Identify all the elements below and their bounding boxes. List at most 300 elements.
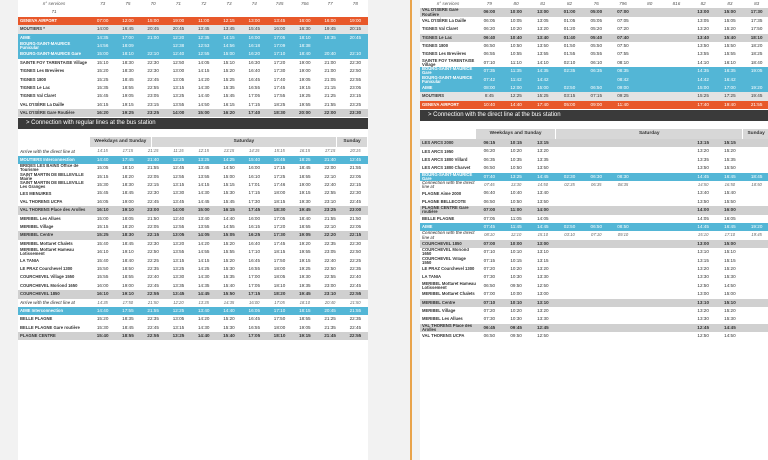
time-cell: 13:00 — [537, 291, 549, 297]
time-cell — [583, 198, 610, 206]
time-cell: 18:55 — [122, 274, 134, 280]
time-cell: 22:55 — [349, 76, 362, 82]
time-cell — [663, 324, 690, 332]
stop-name: Arrive with the direct line at — [20, 299, 75, 305]
time-cell: 17:15 — [324, 148, 336, 154]
time-cell: 15:20 — [223, 257, 235, 263]
time-cell: 07:50 — [617, 42, 629, 48]
time-cell: 19:20 — [743, 84, 768, 92]
time-cell: 17:10 — [248, 249, 261, 255]
time-cell: 14:50 — [697, 182, 709, 188]
time-cell: 14:56 — [90, 42, 115, 50]
time-cell: 15:30 — [96, 182, 109, 188]
time-cell: 18:45 — [299, 165, 311, 171]
time-cell: 15:40 — [223, 282, 235, 288]
time-cell — [743, 257, 768, 265]
time-cell — [556, 332, 583, 340]
time-cell: 18:09 — [115, 42, 140, 50]
time-cell: 14:30 — [197, 324, 210, 330]
time-cell: 14:30 — [197, 190, 210, 196]
time-cell: 06:50 — [483, 282, 496, 288]
time-cell: 17:50 — [273, 257, 286, 263]
time-cell: 17:10 — [267, 50, 292, 58]
time-cell: 15:10 — [717, 299, 744, 307]
time-cell: 18:20 — [122, 173, 134, 179]
stop-name: LE PRAZ Courchevel 1300 — [422, 266, 475, 272]
header-weekdays: Weekdays and Sunday — [90, 137, 152, 147]
time-cell — [556, 290, 583, 298]
time-cell — [610, 315, 637, 323]
time-cell: 05:50 — [590, 42, 603, 48]
time-cell: 13:15 — [690, 139, 717, 147]
time-cell — [556, 164, 583, 172]
time-cell: 15:35 — [96, 84, 109, 90]
time-cell: 21:00 — [324, 68, 336, 74]
stop-name: COURCHEVEL Moriond 1650 — [20, 282, 78, 288]
time-cell: 14:35 — [90, 34, 115, 42]
time-cell: 10:55 — [510, 51, 522, 57]
time-cell — [743, 248, 768, 256]
service-number: 816 — [672, 1, 681, 6]
time-cell: 16:45 — [717, 173, 744, 181]
time-cell — [743, 215, 768, 223]
time-cell — [663, 265, 690, 273]
time-cell: 20:45 — [141, 25, 166, 33]
time-cell: 22:50 — [349, 249, 362, 255]
time-cell: 16:00 — [717, 206, 744, 214]
time-cell: 12:25 — [166, 307, 191, 315]
time-cell: 15:40 — [717, 34, 744, 42]
time-cell — [583, 257, 610, 265]
stop-name: BELLE PLAGNE — [20, 316, 53, 322]
time-cell: 09:50 — [510, 282, 522, 288]
stop-name: MERIBEL Mottaret Chalets — [422, 291, 475, 297]
time-cell: 13:25 — [503, 173, 530, 181]
time-cell: 16:45 — [248, 76, 261, 82]
time-cell: 18:55 — [299, 316, 311, 322]
time-cell — [583, 332, 610, 340]
time-cell: 21:55 — [349, 165, 362, 171]
time-cell — [743, 273, 768, 281]
services-label: n° services — [42, 1, 66, 6]
time-cell: 21:40 — [141, 156, 166, 164]
time-cell: 19:00 — [299, 182, 311, 188]
time-cell: 22:55 — [343, 290, 368, 298]
time-cell: 15:25 — [690, 92, 717, 100]
time-cell: 21:55 — [324, 215, 336, 221]
time-cell — [663, 156, 690, 164]
time-cell: 19:15 — [292, 332, 317, 340]
time-cell — [743, 324, 768, 332]
time-cell — [636, 206, 663, 214]
time-cell — [663, 59, 690, 67]
time-cell: 18:55 — [299, 173, 311, 179]
time-cell: 18:35 — [317, 34, 342, 42]
time-cell: 17:05 — [267, 34, 292, 42]
time-cell: 21:55 — [324, 101, 336, 107]
stop-name: MERIBEL Les Allues — [422, 316, 463, 322]
time-cell — [636, 164, 663, 172]
time-cell — [636, 257, 663, 265]
time-cell: 22:05 — [147, 173, 159, 179]
time-cell: 13:20 — [537, 265, 549, 271]
time-cell: 12:00 — [115, 17, 140, 25]
time-cell: 17:00 — [115, 34, 140, 42]
time-cell: 19:00 — [122, 282, 134, 288]
time-cell: 16:05 — [96, 198, 109, 204]
time-cell: 07:42 — [476, 76, 503, 84]
time-cell: 13:00 — [172, 68, 185, 74]
time-cell: 14:20 — [197, 76, 210, 82]
time-cell: 13:15 — [529, 139, 556, 147]
time-cell — [556, 156, 583, 164]
time-cell: 17:30 — [273, 68, 286, 74]
time-cell: 15:20 — [223, 68, 235, 74]
time-cell: 16:10 — [90, 206, 115, 214]
time-cell: 13:20 — [537, 148, 549, 154]
time-cell: 13:30 — [537, 274, 549, 280]
time-cell: 13:15 — [697, 257, 709, 263]
time-cell: 17:25 — [273, 173, 286, 179]
time-cell: 14:05 — [197, 59, 210, 65]
header-saturday: Saturday — [556, 129, 743, 139]
time-cell: 14:50 — [724, 282, 736, 288]
time-cell — [743, 198, 768, 206]
time-cell — [556, 299, 583, 307]
header-saturday: Saturday — [152, 137, 337, 147]
stop-name: BOURG-SAINT-MAURICE Gare — [18, 50, 90, 58]
time-cell — [663, 173, 690, 181]
time-cell: 14:30 — [197, 84, 210, 90]
time-cell: 23:00 — [324, 282, 336, 288]
time-cell: 14:20 — [197, 316, 210, 322]
stop-name: MERIBEL Mottaret Hameau Lotissement — [422, 281, 476, 290]
time-cell: 22:00 — [317, 109, 342, 117]
time-cell — [583, 156, 610, 164]
time-cell: 17:05 — [242, 332, 267, 340]
time-cell: 08:30 — [610, 173, 637, 181]
time-cell: 13:45 — [191, 25, 216, 33]
time-cell: 01:50 — [563, 42, 576, 48]
time-cell: 21:50 — [349, 215, 362, 221]
stop-name: LE PRAZ Courchevel 1300 — [20, 266, 73, 272]
time-cell — [636, 282, 663, 290]
time-cell: 10:20 — [510, 26, 522, 32]
time-cell: 23:25 — [317, 206, 342, 214]
stop-name: AIME — [18, 34, 90, 42]
time-cell: 15:20 — [96, 316, 109, 322]
time-cell — [743, 299, 768, 307]
time-cell: 11:42 — [503, 76, 530, 84]
time-cell: 08:00 — [476, 84, 503, 92]
time-cell: 11:00 — [191, 17, 216, 25]
time-cell — [743, 332, 768, 340]
time-cell: 13:30 — [537, 316, 549, 322]
time-cell: 08:50 — [610, 223, 637, 231]
time-cell: 16:30 — [248, 59, 261, 65]
service-number: 80 — [647, 1, 653, 6]
time-cell: 21:55 — [141, 307, 166, 315]
time-cell: 15:55 — [223, 249, 235, 255]
time-cell: 14:40 — [90, 156, 115, 164]
service-number: 71 — [175, 1, 181, 6]
time-cell: 15:20 — [724, 148, 736, 154]
time-cell: 07:05 — [617, 17, 629, 23]
time-cell: 14:35 — [529, 67, 556, 75]
time-cell: 21:00 — [324, 59, 336, 65]
service-number: 82 — [700, 1, 706, 6]
time-cell: 13:25 — [172, 265, 185, 271]
time-cell: 10:40 — [503, 34, 530, 42]
time-cell: 15:15 — [223, 182, 235, 188]
stop-name: TIGNES Le Lac — [420, 34, 476, 42]
time-cell — [636, 189, 663, 197]
time-cell: 09:50 — [510, 333, 522, 339]
time-cell: 22:50 — [324, 265, 336, 271]
time-cell: 14:15 — [97, 148, 108, 154]
time-cell: 10:00 — [503, 240, 530, 248]
time-cell: 06:50 — [583, 223, 610, 231]
time-cell: 14:35 — [97, 299, 108, 305]
time-cell: 13:05 — [697, 17, 709, 23]
time-cell — [743, 164, 768, 172]
time-cell — [743, 139, 768, 147]
time-cell — [610, 248, 637, 256]
time-cell: 19:10 — [115, 206, 140, 214]
time-cell: 15:50 — [724, 198, 736, 204]
time-cell: 15:50 — [724, 165, 736, 171]
time-cell: 06:15 — [476, 139, 503, 147]
time-cell: 22:15 — [147, 182, 159, 188]
time-cell — [663, 223, 690, 231]
service-number: 75 — [125, 1, 131, 6]
time-cell: 10:35 — [510, 156, 522, 162]
time-cell: 19:55 — [299, 101, 311, 107]
time-cell: 15:00 — [690, 84, 717, 92]
time-cell: 22:35 — [147, 316, 159, 322]
time-cell: 16:50 — [724, 182, 736, 188]
time-cell — [583, 139, 610, 147]
stop-name: MERIBEL Les Allues — [20, 215, 61, 221]
time-cell: 12:50 — [172, 59, 185, 65]
time-cell: 10:15 — [510, 257, 522, 263]
time-cell: 15:10 — [724, 249, 736, 255]
time-cell: 21:55 — [147, 165, 159, 171]
time-cell: 12:35 — [191, 34, 216, 42]
time-cell: 23:05 — [147, 93, 159, 99]
time-cell: 15:55 — [96, 274, 109, 280]
time-cell: 19:25 — [115, 109, 140, 117]
time-cell: 16:40 — [248, 68, 261, 74]
time-cell: 23:15 — [147, 101, 159, 107]
time-cell: 13:00 — [529, 8, 556, 16]
time-cell: 13:10 — [697, 249, 709, 255]
time-cell: 22:10 — [324, 223, 336, 229]
time-cell: 14:42 — [690, 76, 717, 84]
time-cell: 17:09 — [267, 42, 292, 50]
time-cell: 14:35 — [223, 299, 235, 305]
service-number: 77 — [327, 1, 333, 6]
time-cell: 17:05 — [248, 282, 261, 288]
service-number: 79 — [486, 1, 492, 6]
time-cell: 15:00 — [191, 109, 216, 117]
time-cell: 19:35 — [299, 282, 311, 288]
time-cell — [583, 206, 610, 214]
time-cell: 06:20 — [483, 26, 496, 32]
time-cell: 16:05 — [242, 307, 267, 315]
time-cell — [343, 42, 368, 50]
time-cell — [610, 324, 637, 332]
time-cell: 11:45 — [503, 223, 530, 231]
time-cell: 20:15 — [350, 148, 361, 154]
time-cell: 18:10 — [743, 34, 768, 42]
time-cell: 15:00 — [96, 215, 109, 221]
time-cell: 19:15 — [122, 101, 134, 107]
stop-name: AIME — [420, 223, 476, 231]
time-cell: 15:40 — [724, 190, 736, 196]
time-cell: 13:35 — [172, 282, 185, 288]
time-cell: 22:30 — [349, 240, 362, 246]
time-cell: 15:20 — [223, 316, 235, 322]
stop-name: SAINT MARTIN DE BELLEVILLE Mairie — [20, 172, 84, 181]
time-cell: 07:15 — [483, 257, 496, 263]
time-cell: 07:00 — [476, 240, 503, 248]
time-cell: 23:10 — [324, 198, 336, 204]
time-cell: 8:45 — [476, 92, 503, 100]
time-cell: 15:10 — [96, 59, 109, 65]
time-cell: 12:15 — [216, 17, 241, 25]
time-cell — [636, 67, 663, 75]
time-cell: 17:45 — [273, 240, 286, 246]
time-cell — [663, 25, 690, 33]
time-cell: 17:50 — [273, 316, 286, 322]
time-cell — [636, 299, 663, 307]
time-cell: 15:40 — [90, 332, 115, 340]
time-cell: 06:20 — [483, 148, 496, 154]
service-number-header — [420, 0, 768, 8]
time-cell: 22:45 — [349, 282, 362, 288]
time-cell: 14:45 — [690, 223, 717, 231]
time-cell — [663, 181, 690, 189]
time-cell: 17:00 — [248, 274, 261, 280]
time-cell — [610, 198, 637, 206]
stop-name: LES ARCS 1800 Villard — [422, 156, 468, 162]
time-cell: 16:15 — [96, 101, 109, 107]
time-cell: 19:05 — [292, 231, 317, 239]
time-cell: 23:05 — [324, 249, 336, 255]
time-cell: 16:15 — [216, 206, 241, 214]
time-cell — [663, 299, 690, 307]
time-cell: 16:55 — [248, 265, 261, 271]
stop-name: MERIBEL Village — [422, 307, 456, 313]
time-cell: 10:50 — [510, 198, 522, 204]
stop-name: MERIBEL Mottaret Chalets — [20, 240, 73, 246]
time-cell: 16:55 — [248, 84, 261, 90]
time-cell: 18:10 — [122, 165, 134, 171]
time-cell — [556, 265, 583, 273]
time-cell: 14:45 — [717, 324, 744, 332]
time-cell: 13:30 — [172, 190, 185, 196]
time-cell: 14:25 — [197, 265, 210, 271]
time-cell: 17:40 — [242, 109, 267, 117]
time-cell: 10:50 — [510, 42, 522, 48]
time-cell — [556, 273, 583, 281]
time-cell: 22:55 — [147, 84, 159, 90]
time-cell: 12:45 — [172, 165, 185, 171]
time-cell — [743, 156, 768, 164]
time-cell: 23:05 — [349, 84, 362, 90]
time-cell: 15:30 — [724, 274, 736, 280]
service-number: 80 — [513, 1, 519, 6]
timetable-page-left — [18, 0, 368, 460]
time-cell: 12:00 — [503, 84, 530, 92]
time-cell: 17:01 — [248, 182, 261, 188]
stop-name: Connection with the direct line at — [422, 231, 475, 240]
time-cell — [636, 59, 663, 67]
time-cell: 07:55 — [617, 51, 629, 57]
time-cell: 18:40 — [292, 50, 317, 58]
time-cell — [556, 215, 583, 223]
day-header-spacer — [420, 129, 476, 139]
stop-name: Connection with the direct line at — [422, 181, 475, 190]
time-cell: 15:00 — [724, 291, 736, 297]
time-cell: 01:55 — [563, 51, 576, 57]
time-cell: 10:10 — [503, 299, 530, 307]
time-cell: 11:00 — [503, 206, 530, 214]
time-cell — [610, 257, 637, 265]
time-cell: 10:20 — [510, 265, 522, 271]
time-cell: 19:45 — [292, 290, 317, 298]
time-cell: 15:30 — [724, 316, 736, 322]
time-cell — [663, 101, 690, 109]
time-cell: 14:40 — [90, 307, 115, 315]
time-cell: 18:10 — [292, 34, 317, 42]
time-cell — [743, 189, 768, 197]
time-cell: 13:40 — [197, 215, 210, 221]
time-cell: 17:40 — [273, 76, 286, 82]
time-cell — [583, 282, 610, 290]
time-cell — [583, 290, 610, 298]
time-cell: 23:25 — [141, 109, 166, 117]
time-cell: 06:50 — [483, 42, 496, 48]
time-cell — [636, 50, 663, 58]
time-cell: 15:25 — [529, 92, 556, 100]
time-cell: 06:50 — [483, 333, 496, 339]
service-number: 70 — [150, 1, 156, 6]
time-cell: 17:15 — [273, 165, 286, 171]
time-cell: 12:45 — [343, 156, 368, 164]
time-cell: 22:35 — [324, 240, 336, 246]
time-cell: 02:50 — [556, 84, 583, 92]
time-cell: 18:15 — [292, 307, 317, 315]
time-cell: 18:05 — [122, 215, 134, 221]
page-divider — [410, 0, 412, 460]
time-cell — [663, 198, 690, 206]
time-cell: 19:45 — [751, 232, 762, 238]
stop-name: MOUTIERS — [420, 92, 476, 100]
time-cell — [556, 248, 583, 256]
time-cell: 10:30 — [510, 316, 522, 322]
time-cell: 23:30 — [343, 109, 368, 117]
time-cell: 18:15 — [273, 198, 286, 204]
time-cell — [610, 265, 637, 273]
time-cell: 16:10 — [724, 59, 736, 65]
time-cell: 06:45 — [476, 324, 503, 332]
time-cell: 15:05 — [724, 17, 736, 23]
time-cell — [663, 139, 690, 147]
time-cell: 16:45 — [248, 316, 261, 322]
time-cell — [583, 315, 610, 323]
